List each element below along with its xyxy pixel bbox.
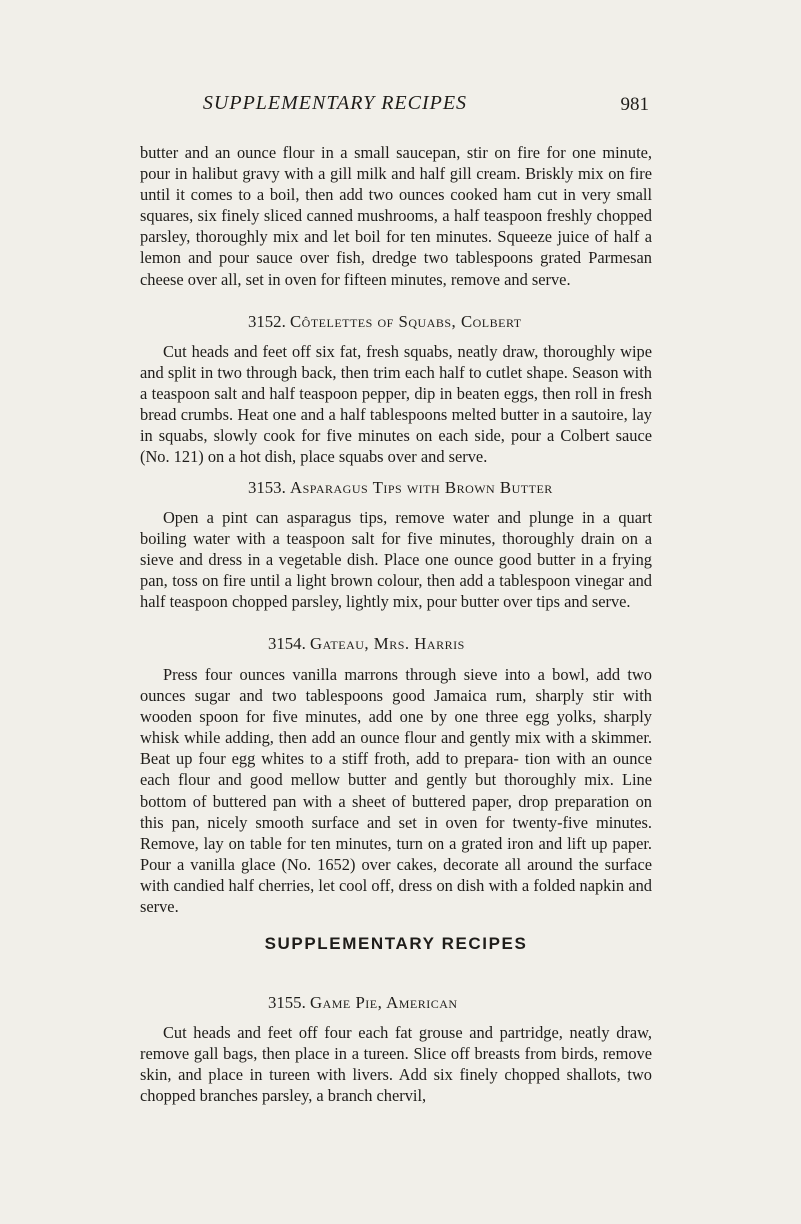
page-number: 981 — [620, 94, 649, 115]
recipe-heading-3155 — [140, 993, 780, 1013]
recipe-number: 3152. — [248, 312, 286, 331]
recipe-text-3154: Press four ounces vanilla marrons through sieve into a bowl, add two ounces sugar and two tablespoons good Jamaica rum, sharply stir with wooden spoon for five minutes, add one by one three egg yolks, sharply whisk while adding, then add an ounce flour and gently mix with a skimmer. Beat up four egg whites to a stiff froth, add to prepara- tion with an ounce each flour and good mellow butter and gently but thoroughly mix. Line bottom of buttered pan with a sheet of buttered paper, drop preparation on this pan, nicely smooth surface and set in oven for twenty-five minutes. Remove, lay on table for ten minutes, turn on a grated iron and lift up paper. Pour a vanilla glace (No. 1652) over cakes, decorate all around the surface with candied half cherries, let cool off, dress on dish with a folded napkin and serve. — [140, 665, 652, 917]
recipe-text-3152: Cut heads and feet off six fat, fresh squabs, neatly draw, thoroughly wipe and split in two through back, then trim each half to cutlet shape. Season with a teaspoon salt and half teaspoon pepper, dip in beaten eggs, then roll in fresh bread crumbs. Heat one and a half tablespoons melted butter in a sautoire, lay in squabs, slowly cook for five minutes on each side, pour a Colbert sauce (No. 121) on a hot dish, place squabs over and serve. — [140, 342, 652, 467]
recipe-title: Game Pie, American — [309, 993, 458, 1012]
recipe-title: Asparagus Tips with Brown Butter — [289, 478, 553, 497]
running-title: SUPPLEMENTARY RECIPES — [202, 92, 468, 114]
section-heading: SUPPLEMENTARY RECIPES — [264, 934, 528, 953]
recipe-number: 3153. — [248, 478, 286, 497]
recipe-number: 3154. — [268, 634, 306, 653]
recipe-heading-3152 — [140, 312, 760, 332]
recipe-heading-3153 — [140, 478, 760, 498]
recipe-title: Côtelettes of Squabs, Colbert — [289, 312, 522, 331]
recipe-title: Gateau, Mrs. Harris — [309, 634, 465, 653]
recipe-number: 3155. — [268, 993, 306, 1012]
continuation-paragraph: butter and an ounce flour in a small saucepan, stir on fire for one minute, pour in halibut gravy with a gill milk and half gill cream. Briskly mix on fire until it comes to a boil, then add two ounces cooked ham cut in very small squares, six finely sliced canned mushrooms, a half teaspoon freshly chopped parsley, thoroughly mix and let boil for ten minutes. Squeeze juice of half a lemon and pour sauce over fish, dredge two tablespoons grated Parmesan cheese over all, set in oven for fifteen minutes, remove and serve. — [140, 143, 652, 289]
recipe-text-3155: Cut heads and feet off four each fat grouse and partridge, neatly draw, remove gall bags, then place in a tureen. Slice off breasts from birds, remove skin, and place in tureen with livers. Add six finely chopped shallots, two chopped branches parsley, a branch chervil, — [140, 1023, 652, 1106]
recipe-text-3153: Open a pint can asparagus tips, remove water and plunge in a quart boiling water with a teaspoon salt for five minutes, thoroughly drain on a sieve and dress in a vegetable dish. Place one ounce good butter in a frying pan, toss on fire until a light brown colour, then add a tablespoon vinegar and half teaspoon chopped parsley, lightly mix, pour butter over tips and serve. — [140, 508, 652, 612]
recipe-heading-3154 — [140, 634, 780, 654]
